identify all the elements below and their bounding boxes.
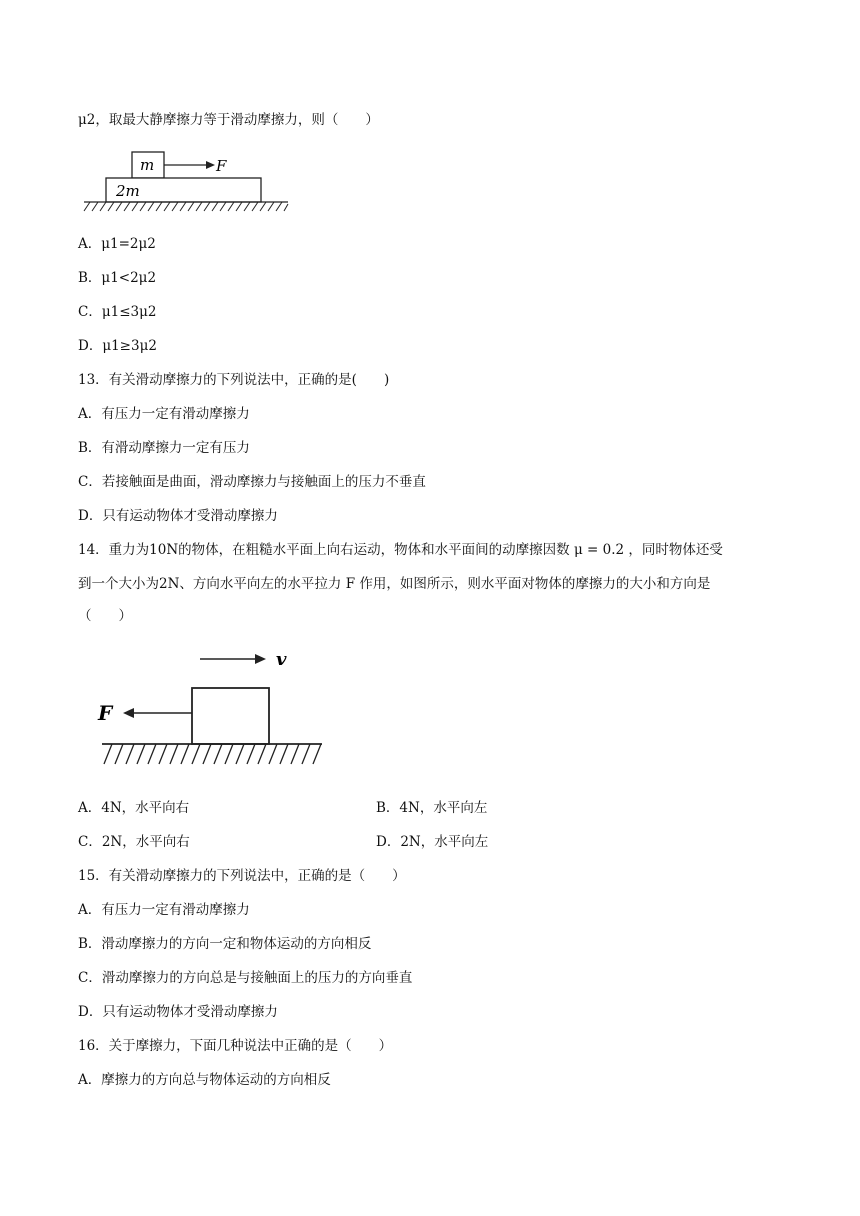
q14-option-a: A．4N，水平向右	[78, 800, 190, 816]
q14-option-c: C．2N，水平向右	[78, 834, 190, 850]
block-m-label: m	[140, 156, 155, 174]
q14-option-b: B．4N，水平向左	[376, 800, 488, 816]
velocity-label: v	[276, 649, 287, 670]
q15-option-d: D．只有运动物体才受滑动摩擦力	[78, 1004, 278, 1020]
q12-stem-tail: μ2，取最大静摩擦力等于滑动摩擦力，则（ ）	[78, 112, 379, 128]
q12-option-c: C．μ1≤3μ2	[78, 304, 157, 320]
q12-figure	[82, 148, 294, 214]
velocity-arrowhead	[255, 654, 266, 664]
ground-hatching	[104, 744, 321, 764]
q16-stem: 16．关于摩擦力，下面几种说法中正确的是（ ）	[78, 1038, 393, 1054]
block-2m-label: 2m	[116, 182, 140, 200]
q13-option-b: B．有滑动摩擦力一定有压力	[78, 440, 250, 456]
q15-option-a: A．有压力一定有滑动摩擦力	[78, 902, 250, 918]
q16-option-a: A．摩擦力的方向总与物体运动的方向相反	[78, 1072, 331, 1088]
q15-option-b: B．滑动摩擦力的方向一定和物体运动的方向相反	[78, 936, 372, 952]
q14-stem-line2: 到一个大小为2N、方向水平向左的水平拉力 F 作用，如图所示，则水平面对物体的摩擦力的大小和方向是	[78, 576, 711, 592]
pull-force-label: F	[98, 701, 113, 725]
force-arrowhead	[206, 161, 215, 169]
q12-option-a: A．μ1=2μ2	[78, 236, 156, 252]
q15-stem: 15．有关滑动摩擦力的下列说法中，正确的是（ ）	[78, 868, 406, 884]
q14-option-d: D．2N，水平向左	[376, 834, 489, 850]
q14-stem-line3: （ ）	[78, 608, 132, 624]
q14-figure	[94, 644, 326, 770]
q12-option-b: B．μ1<2μ2	[78, 270, 157, 286]
q13-option-a: A．有压力一定有滑动摩擦力	[78, 406, 250, 422]
q13-option-c: C．若接触面是曲面，滑动摩擦力与接触面上的压力不垂直	[78, 474, 426, 490]
object-block	[192, 688, 269, 744]
q13-stem: 13．有关滑动摩擦力的下列说法中，正确的是( )	[78, 372, 390, 388]
q14-stem-line1: 14．重力为10N的物体，在粗糙水平面上向右运动，物体和水平面间的动摩擦因数 μ = 0.2 ，同时物体还受	[78, 542, 723, 558]
ground-hatching	[84, 202, 288, 211]
q12-option-d: D．μ1≥3μ2	[78, 338, 157, 354]
q13-option-d: D．只有运动物体才受滑动摩擦力	[78, 508, 278, 524]
force-label: F	[216, 157, 227, 175]
q15-option-c: C．滑动摩擦力的方向总是与接触面上的压力的方向垂直	[78, 970, 413, 986]
pull-force-arrowhead	[123, 708, 134, 718]
